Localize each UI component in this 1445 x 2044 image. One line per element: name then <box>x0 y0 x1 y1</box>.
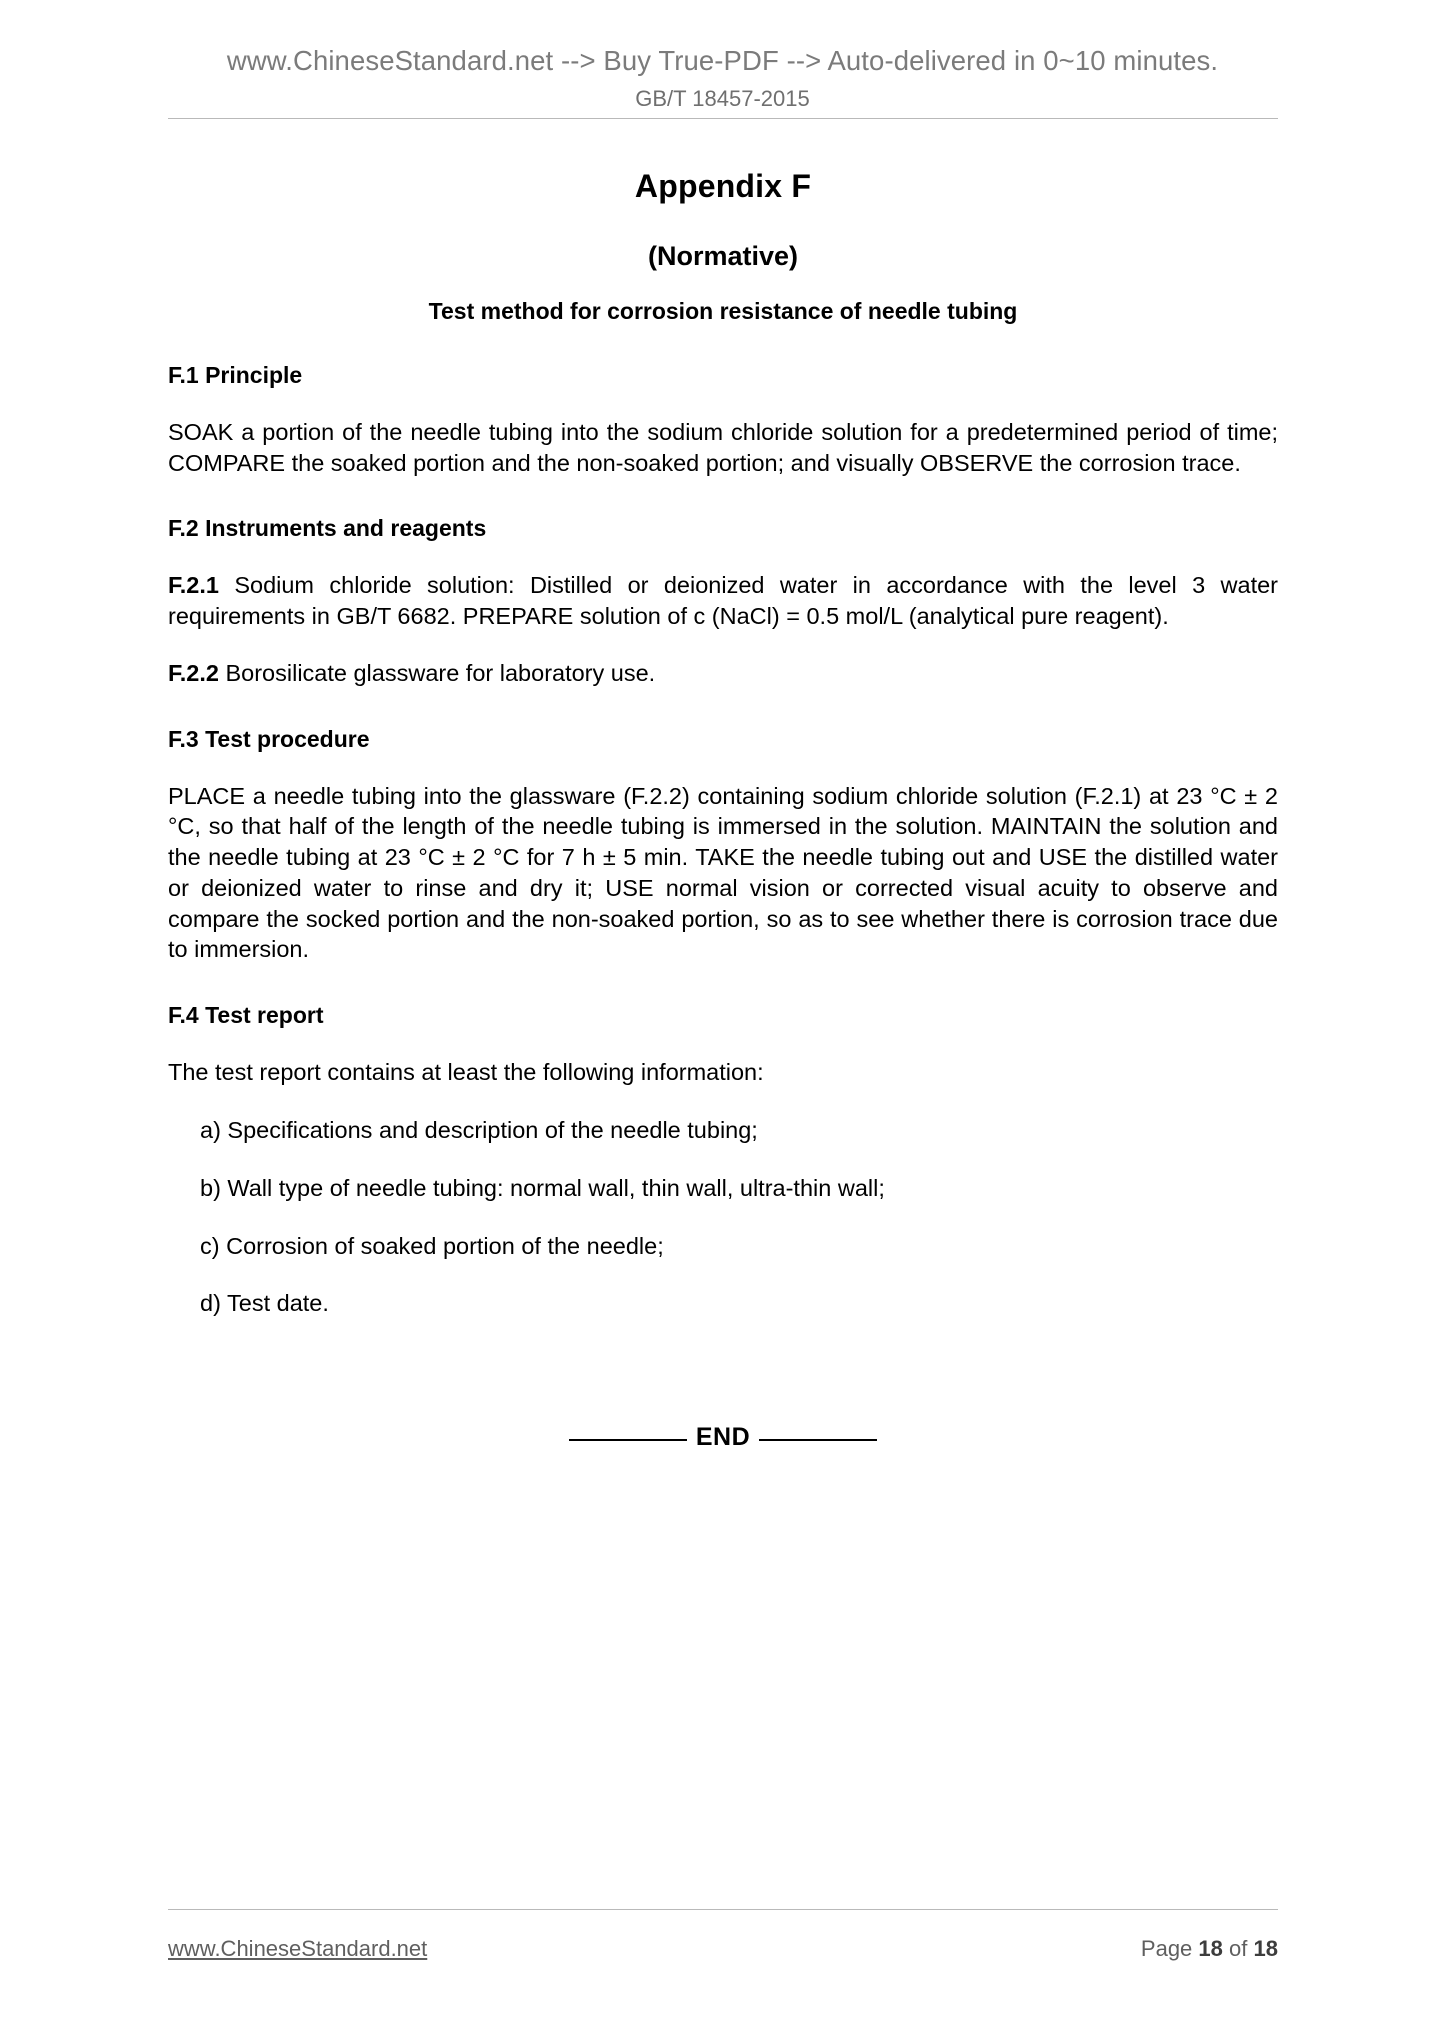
clause-label-f22: F.2.2 <box>168 659 219 686</box>
document-content <box>168 150 1278 1452</box>
page-joiner-label: of <box>1229 1936 1248 1961</box>
page-current-number: 18 <box>1198 1936 1223 1961</box>
page-header <box>0 0 1445 113</box>
clause-body-f21: Sodium chloride solution: Distilled or deionized water in accordance with the level 3 water requirements in GB/T 6682. PREPARE solution of c (NaCl) = 0.5 mol/L (analytical pure reagent). <box>168 572 1278 630</box>
page-footer <box>168 1909 1278 1962</box>
clause-text-f21 <box>219 572 234 598</box>
page-total-number: 18 <box>1253 1936 1278 1961</box>
list-item: b) Wall type of needle tubing: normal wall, thin wall, ultra-thin wall; <box>200 1174 885 1201</box>
test-report-list <box>168 1115 1278 1319</box>
section-heading-f3: F.3 Test procedure <box>168 725 370 752</box>
footer-site-link[interactable]: www.ChineseStandard.net <box>168 1936 428 1961</box>
end-marker <box>168 1423 1278 1452</box>
clause-body-f22: Borosilicate glassware for laboratory use. <box>225 659 656 686</box>
list-item: a) Specifications and description of the needle tubing; <box>200 1116 758 1143</box>
list-item: d) Test date. <box>200 1290 329 1317</box>
section-body-f22 <box>168 658 1278 689</box>
header-divider <box>168 118 1278 119</box>
end-rule-right <box>759 1439 877 1441</box>
section-body-f21 <box>168 570 1278 632</box>
section-f1 <box>168 361 1278 478</box>
standard-code: GB/T 18457-2015 <box>635 86 810 112</box>
clause-label-f21: F.2.1 <box>168 572 219 599</box>
section-f2 <box>168 514 1278 688</box>
list-item: c) Corrosion of soaked portion of the needle; <box>200 1232 664 1259</box>
promo-banner: www.ChineseStandard.net --> Buy True-PDF --> Auto-delivered in 0~10 minutes. <box>226 45 1219 76</box>
section-heading-f1: F.1 Principle <box>168 362 303 388</box>
section-f4 <box>168 1001 1278 1319</box>
page-number <box>1141 1936 1278 1962</box>
section-intro-f4: The test report contains at least the following information: <box>168 1059 764 1086</box>
page-prefix-label: Page <box>1140 1936 1193 1961</box>
section-heading-f2: F.2 Instruments and reagents <box>168 515 487 542</box>
section-body-f3: PLACE a needle tubing into the glassware (F.2.2) containing sodium chloride solution (F.2.1) at 23 °C ± 2 °C, so that half of the length of the needle tubing is immersed in the solution. MAINTAIN the solution and the needle tubing at 23 °C ± 2 °C for 7 h ± 5 min. TAKE the needle tubing out and USE the distilled water or deionized water to rinse and dry it; USE normal vision or corrected visual acuity to observe and compare the socked portion and the non-soaked portion, so as to see whether there is corrosion trace due to immersion. <box>168 782 1278 963</box>
section-heading-f4: F.4 Test report <box>168 1002 324 1029</box>
appendix-subject-title: Test method for corrosion resistance of needle tubing <box>428 298 1018 324</box>
section-body-f1: SOAK a portion of the needle tubing into the sodium chloride solution for a predetermined period of time; COMPARE the soaked portion and the non-soaked portion; and visually OBSERVE the corrosion trace. <box>168 418 1278 476</box>
page-title: Appendix F <box>634 168 812 204</box>
appendix-type-label: (Normative) <box>647 241 799 271</box>
end-label: END <box>695 1423 751 1452</box>
section-f3 <box>168 725 1278 966</box>
end-rule-left <box>569 1439 687 1441</box>
footer-row <box>168 1936 1278 1962</box>
footer-divider <box>168 1909 1278 1910</box>
